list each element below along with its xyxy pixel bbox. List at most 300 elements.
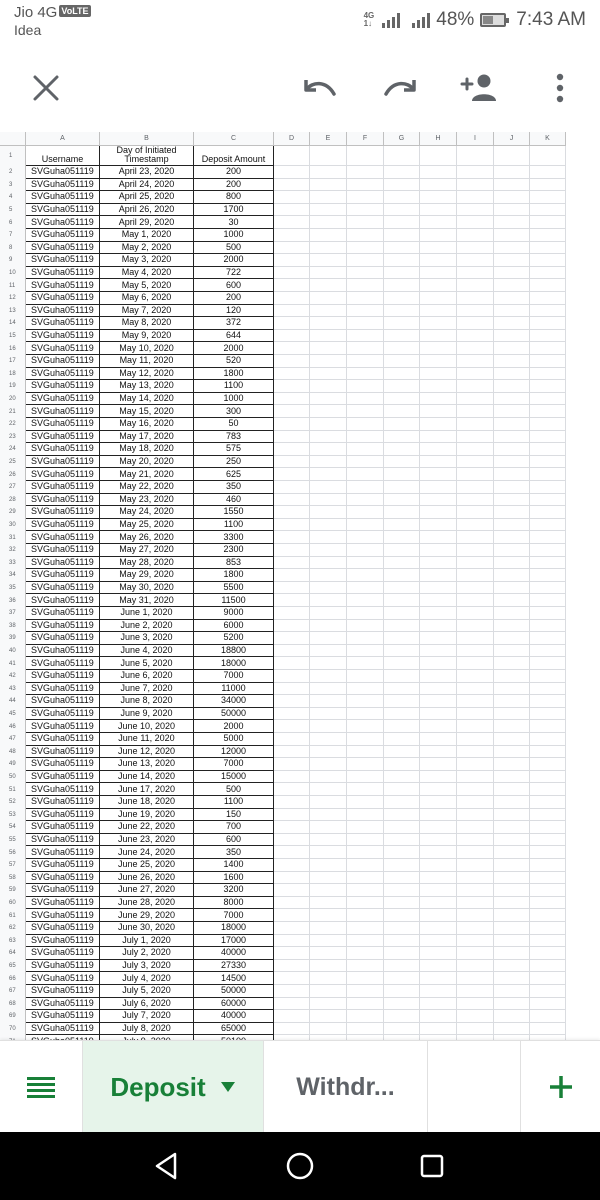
empty-cell[interactable] bbox=[347, 481, 384, 494]
amount-cell[interactable]: 17000 bbox=[194, 935, 274, 948]
date-cell[interactable]: May 2, 2020 bbox=[100, 242, 194, 255]
username-cell[interactable]: SVGuha051119 bbox=[26, 985, 100, 998]
empty-cell[interactable] bbox=[494, 708, 530, 721]
username-cell[interactable]: SVGuha051119 bbox=[26, 846, 100, 859]
empty-cell[interactable] bbox=[420, 292, 457, 305]
empty-cell[interactable] bbox=[420, 431, 457, 444]
row-number[interactable]: 6 bbox=[0, 216, 26, 229]
username-cell[interactable]: SVGuha051119 bbox=[26, 708, 100, 721]
empty-cell[interactable] bbox=[310, 1010, 347, 1023]
empty-cell[interactable] bbox=[457, 1010, 494, 1023]
column-header-d[interactable]: D bbox=[274, 132, 310, 146]
empty-cell[interactable] bbox=[457, 607, 494, 620]
username-cell[interactable]: SVGuha051119 bbox=[26, 481, 100, 494]
empty-cell[interactable] bbox=[274, 645, 310, 658]
empty-cell[interactable] bbox=[494, 166, 530, 179]
empty-cell[interactable] bbox=[310, 519, 347, 532]
empty-cell[interactable] bbox=[274, 670, 310, 683]
empty-cell[interactable] bbox=[530, 146, 566, 166]
empty-cell[interactable] bbox=[530, 708, 566, 721]
empty-cell[interactable] bbox=[530, 519, 566, 532]
empty-cell[interactable] bbox=[384, 204, 420, 217]
tab-withdraw[interactable] bbox=[264, 1041, 428, 1133]
empty-cell[interactable] bbox=[347, 872, 384, 885]
empty-cell[interactable] bbox=[457, 809, 494, 822]
empty-cell[interactable] bbox=[347, 670, 384, 683]
amount-cell[interactable]: 50 bbox=[194, 418, 274, 431]
empty-cell[interactable] bbox=[494, 531, 530, 544]
empty-cell[interactable] bbox=[530, 632, 566, 645]
empty-cell[interactable] bbox=[530, 821, 566, 834]
empty-cell[interactable] bbox=[347, 935, 384, 948]
empty-cell[interactable] bbox=[457, 846, 494, 859]
empty-cell[interactable] bbox=[457, 468, 494, 481]
empty-cell[interactable] bbox=[530, 305, 566, 318]
empty-cell[interactable] bbox=[310, 405, 347, 418]
empty-cell[interactable] bbox=[457, 166, 494, 179]
empty-cell[interactable] bbox=[494, 380, 530, 393]
empty-cell[interactable] bbox=[310, 355, 347, 368]
empty-cell[interactable] bbox=[530, 242, 566, 255]
empty-cell[interactable] bbox=[347, 242, 384, 255]
empty-cell[interactable] bbox=[530, 1023, 566, 1036]
empty-cell[interactable] bbox=[347, 267, 384, 280]
date-cell[interactable]: May 16, 2020 bbox=[100, 418, 194, 431]
date-cell[interactable]: July 4, 2020 bbox=[100, 972, 194, 985]
empty-cell[interactable] bbox=[494, 897, 530, 910]
empty-cell[interactable] bbox=[457, 985, 494, 998]
empty-cell[interactable] bbox=[310, 1023, 347, 1036]
empty-cell[interactable] bbox=[347, 431, 384, 444]
amount-cell[interactable]: 350 bbox=[194, 481, 274, 494]
row-number[interactable]: 21 bbox=[0, 405, 26, 418]
empty-cell[interactable] bbox=[310, 758, 347, 771]
empty-cell[interactable] bbox=[384, 720, 420, 733]
empty-cell[interactable] bbox=[494, 683, 530, 696]
empty-cell[interactable] bbox=[310, 897, 347, 910]
amount-cell[interactable]: 1800 bbox=[194, 569, 274, 582]
row-number[interactable]: 55 bbox=[0, 834, 26, 847]
empty-cell[interactable] bbox=[494, 846, 530, 859]
empty-cell[interactable] bbox=[494, 267, 530, 280]
empty-cell[interactable] bbox=[420, 544, 457, 557]
row-number[interactable]: 37 bbox=[0, 607, 26, 620]
empty-cell[interactable] bbox=[384, 279, 420, 292]
empty-cell[interactable] bbox=[384, 708, 420, 721]
column-header-h[interactable]: H bbox=[420, 132, 457, 146]
date-cell[interactable]: June 5, 2020 bbox=[100, 657, 194, 670]
date-cell[interactable]: May 17, 2020 bbox=[100, 431, 194, 444]
row-number[interactable]: 52 bbox=[0, 796, 26, 809]
empty-cell[interactable] bbox=[457, 922, 494, 935]
empty-cell[interactable] bbox=[420, 872, 457, 885]
amount-cell[interactable]: 500 bbox=[194, 783, 274, 796]
empty-cell[interactable] bbox=[530, 229, 566, 242]
empty-cell[interactable] bbox=[420, 720, 457, 733]
amount-cell[interactable]: 250 bbox=[194, 456, 274, 469]
empty-cell[interactable] bbox=[457, 758, 494, 771]
amount-cell[interactable]: 7000 bbox=[194, 670, 274, 683]
empty-cell[interactable] bbox=[494, 695, 530, 708]
empty-cell[interactable] bbox=[310, 834, 347, 847]
empty-cell[interactable] bbox=[310, 972, 347, 985]
empty-cell[interactable] bbox=[420, 594, 457, 607]
date-cell[interactable]: May 24, 2020 bbox=[100, 506, 194, 519]
date-cell[interactable]: April 23, 2020 bbox=[100, 166, 194, 179]
empty-cell[interactable] bbox=[457, 494, 494, 507]
amount-cell[interactable]: 40000 bbox=[194, 1010, 274, 1023]
empty-cell[interactable] bbox=[457, 834, 494, 847]
empty-cell[interactable] bbox=[310, 279, 347, 292]
username-cell[interactable]: SVGuha051119 bbox=[26, 443, 100, 456]
empty-cell[interactable] bbox=[347, 594, 384, 607]
empty-cell[interactable] bbox=[494, 506, 530, 519]
row-number[interactable]: 59 bbox=[0, 884, 26, 897]
empty-cell[interactable] bbox=[274, 216, 310, 229]
empty-cell[interactable] bbox=[274, 305, 310, 318]
amount-cell[interactable]: 7000 bbox=[194, 909, 274, 922]
empty-cell[interactable] bbox=[530, 645, 566, 658]
empty-cell[interactable] bbox=[310, 468, 347, 481]
amount-cell[interactable]: 65000 bbox=[194, 1023, 274, 1036]
empty-cell[interactable] bbox=[420, 670, 457, 683]
empty-cell[interactable] bbox=[384, 418, 420, 431]
amount-cell[interactable]: 1700 bbox=[194, 204, 274, 217]
recents-button[interactable] bbox=[412, 1146, 452, 1186]
amount-cell[interactable]: 1550 bbox=[194, 506, 274, 519]
empty-cell[interactable] bbox=[420, 330, 457, 343]
empty-cell[interactable] bbox=[530, 531, 566, 544]
amount-cell[interactable]: 5500 bbox=[194, 582, 274, 595]
empty-cell[interactable] bbox=[384, 380, 420, 393]
date-cell[interactable]: June 10, 2020 bbox=[100, 720, 194, 733]
amount-cell[interactable]: 12000 bbox=[194, 746, 274, 759]
empty-cell[interactable] bbox=[310, 506, 347, 519]
empty-cell[interactable] bbox=[420, 557, 457, 570]
empty-cell[interactable] bbox=[457, 216, 494, 229]
empty-cell[interactable] bbox=[457, 683, 494, 696]
empty-cell[interactable] bbox=[384, 758, 420, 771]
amount-cell[interactable]: 15000 bbox=[194, 771, 274, 784]
empty-cell[interactable] bbox=[347, 809, 384, 822]
amount-cell[interactable]: 3300 bbox=[194, 531, 274, 544]
empty-cell[interactable] bbox=[347, 683, 384, 696]
empty-cell[interactable] bbox=[457, 267, 494, 280]
empty-cell[interactable] bbox=[310, 746, 347, 759]
username-cell[interactable]: SVGuha051119 bbox=[26, 1023, 100, 1036]
spreadsheet-grid[interactable] bbox=[0, 132, 600, 1040]
empty-cell[interactable] bbox=[310, 846, 347, 859]
username-cell[interactable]: SVGuha051119 bbox=[26, 355, 100, 368]
empty-cell[interactable] bbox=[274, 695, 310, 708]
date-cell[interactable]: April 29, 2020 bbox=[100, 216, 194, 229]
amount-cell[interactable]: 60000 bbox=[194, 998, 274, 1011]
amount-cell[interactable]: 1100 bbox=[194, 380, 274, 393]
empty-cell[interactable] bbox=[494, 922, 530, 935]
empty-cell[interactable] bbox=[310, 531, 347, 544]
empty-cell[interactable] bbox=[347, 494, 384, 507]
empty-cell[interactable] bbox=[494, 884, 530, 897]
empty-cell[interactable] bbox=[274, 582, 310, 595]
empty-cell[interactable] bbox=[347, 960, 384, 973]
username-cell[interactable]: SVGuha051119 bbox=[26, 519, 100, 532]
column-header-g[interactable]: G bbox=[384, 132, 420, 146]
date-cell[interactable]: June 8, 2020 bbox=[100, 695, 194, 708]
date-cell[interactable]: May 20, 2020 bbox=[100, 456, 194, 469]
row-number[interactable]: 10 bbox=[0, 267, 26, 280]
username-cell[interactable]: SVGuha051119 bbox=[26, 418, 100, 431]
empty-cell[interactable] bbox=[457, 569, 494, 582]
amount-cell[interactable]: 27330 bbox=[194, 960, 274, 973]
username-cell[interactable]: SVGuha051119 bbox=[26, 657, 100, 670]
date-cell[interactable]: June 6, 2020 bbox=[100, 670, 194, 683]
empty-cell[interactable] bbox=[384, 292, 420, 305]
username-cell[interactable]: SVGuha051119 bbox=[26, 292, 100, 305]
empty-cell[interactable] bbox=[310, 872, 347, 885]
empty-cell[interactable] bbox=[494, 645, 530, 658]
row-number[interactable]: 22 bbox=[0, 418, 26, 431]
empty-cell[interactable] bbox=[347, 216, 384, 229]
empty-cell[interactable] bbox=[420, 909, 457, 922]
empty-cell[interactable] bbox=[530, 872, 566, 885]
username-cell[interactable]: SVGuha051119 bbox=[26, 456, 100, 469]
empty-cell[interactable] bbox=[347, 317, 384, 330]
username-cell[interactable]: SVGuha051119 bbox=[26, 720, 100, 733]
date-cell[interactable]: June 19, 2020 bbox=[100, 809, 194, 822]
empty-cell[interactable] bbox=[274, 330, 310, 343]
empty-cell[interactable] bbox=[494, 544, 530, 557]
empty-cell[interactable] bbox=[457, 393, 494, 406]
empty-cell[interactable] bbox=[530, 972, 566, 985]
amount-cell[interactable]: 722 bbox=[194, 267, 274, 280]
date-cell[interactable]: July 3, 2020 bbox=[100, 960, 194, 973]
empty-cell[interactable] bbox=[274, 254, 310, 267]
date-cell[interactable]: May 10, 2020 bbox=[100, 342, 194, 355]
date-cell[interactable]: May 13, 2020 bbox=[100, 380, 194, 393]
row-number[interactable]: 54 bbox=[0, 821, 26, 834]
empty-cell[interactable] bbox=[530, 695, 566, 708]
empty-cell[interactable] bbox=[530, 481, 566, 494]
empty-cell[interactable] bbox=[530, 368, 566, 381]
empty-cell[interactable] bbox=[347, 909, 384, 922]
back-button[interactable] bbox=[146, 1146, 186, 1186]
empty-cell[interactable] bbox=[457, 972, 494, 985]
row-number[interactable]: 25 bbox=[0, 456, 26, 469]
row-number[interactable]: 23 bbox=[0, 431, 26, 444]
empty-cell[interactable] bbox=[384, 405, 420, 418]
empty-cell[interactable] bbox=[347, 897, 384, 910]
empty-cell[interactable] bbox=[420, 405, 457, 418]
empty-cell[interactable] bbox=[494, 330, 530, 343]
empty-cell[interactable] bbox=[494, 368, 530, 381]
username-cell[interactable]: SVGuha051119 bbox=[26, 431, 100, 444]
username-cell[interactable]: SVGuha051119 bbox=[26, 809, 100, 822]
empty-cell[interactable] bbox=[457, 594, 494, 607]
empty-cell[interactable] bbox=[420, 342, 457, 355]
username-cell[interactable]: SVGuha051119 bbox=[26, 972, 100, 985]
empty-cell[interactable] bbox=[310, 544, 347, 557]
empty-cell[interactable] bbox=[384, 330, 420, 343]
empty-cell[interactable] bbox=[420, 645, 457, 658]
empty-cell[interactable] bbox=[457, 317, 494, 330]
date-cell[interactable]: June 2, 2020 bbox=[100, 620, 194, 633]
amount-cell[interactable]: 2300 bbox=[194, 544, 274, 557]
amount-cell[interactable]: 644 bbox=[194, 330, 274, 343]
tab-deposit[interactable] bbox=[82, 1041, 264, 1133]
empty-cell[interactable] bbox=[530, 418, 566, 431]
date-cell[interactable]: May 3, 2020 bbox=[100, 254, 194, 267]
empty-cell[interactable] bbox=[530, 683, 566, 696]
empty-cell[interactable] bbox=[494, 557, 530, 570]
empty-cell[interactable] bbox=[420, 146, 457, 166]
empty-cell[interactable] bbox=[530, 292, 566, 305]
empty-cell[interactable] bbox=[347, 531, 384, 544]
empty-cell[interactable] bbox=[530, 582, 566, 595]
empty-cell[interactable] bbox=[347, 695, 384, 708]
empty-cell[interactable] bbox=[274, 317, 310, 330]
empty-cell[interactable] bbox=[384, 494, 420, 507]
empty-cell[interactable] bbox=[384, 594, 420, 607]
date-cell[interactable]: June 25, 2020 bbox=[100, 859, 194, 872]
date-cell[interactable]: June 22, 2020 bbox=[100, 821, 194, 834]
empty-cell[interactable] bbox=[457, 670, 494, 683]
empty-cell[interactable] bbox=[530, 834, 566, 847]
amount-cell[interactable]: 1100 bbox=[194, 519, 274, 532]
empty-cell[interactable] bbox=[384, 821, 420, 834]
row-number[interactable]: 5 bbox=[0, 204, 26, 217]
empty-cell[interactable] bbox=[347, 254, 384, 267]
empty-cell[interactable] bbox=[310, 620, 347, 633]
empty-cell[interactable] bbox=[530, 393, 566, 406]
empty-cell[interactable] bbox=[530, 909, 566, 922]
row-number[interactable]: 8 bbox=[0, 242, 26, 255]
empty-cell[interactable] bbox=[310, 330, 347, 343]
empty-cell[interactable] bbox=[310, 947, 347, 960]
row-number[interactable]: 35 bbox=[0, 582, 26, 595]
empty-cell[interactable] bbox=[494, 405, 530, 418]
empty-cell[interactable] bbox=[274, 594, 310, 607]
empty-cell[interactable] bbox=[420, 809, 457, 822]
empty-cell[interactable] bbox=[274, 998, 310, 1011]
empty-cell[interactable] bbox=[347, 796, 384, 809]
empty-cell[interactable] bbox=[274, 418, 310, 431]
empty-cell[interactable] bbox=[274, 746, 310, 759]
empty-cell[interactable] bbox=[457, 380, 494, 393]
amount-cell[interactable]: 5200 bbox=[194, 632, 274, 645]
empty-cell[interactable] bbox=[530, 166, 566, 179]
empty-cell[interactable] bbox=[457, 279, 494, 292]
empty-cell[interactable] bbox=[494, 216, 530, 229]
empty-cell[interactable] bbox=[420, 229, 457, 242]
empty-cell[interactable] bbox=[494, 317, 530, 330]
amount-cell[interactable]: 9000 bbox=[194, 607, 274, 620]
empty-cell[interactable] bbox=[347, 191, 384, 204]
empty-cell[interactable] bbox=[530, 1010, 566, 1023]
row-number[interactable]: 49 bbox=[0, 758, 26, 771]
empty-cell[interactable] bbox=[274, 242, 310, 255]
empty-cell[interactable] bbox=[347, 456, 384, 469]
empty-cell[interactable] bbox=[274, 531, 310, 544]
empty-cell[interactable] bbox=[457, 146, 494, 166]
empty-cell[interactable] bbox=[420, 519, 457, 532]
amount-cell[interactable]: 2000 bbox=[194, 720, 274, 733]
empty-cell[interactable] bbox=[347, 368, 384, 381]
empty-cell[interactable] bbox=[530, 783, 566, 796]
amount-cell[interactable]: 18800 bbox=[194, 645, 274, 658]
amount-cell[interactable]: 3200 bbox=[194, 884, 274, 897]
empty-cell[interactable] bbox=[310, 317, 347, 330]
empty-cell[interactable] bbox=[530, 809, 566, 822]
empty-cell[interactable] bbox=[494, 418, 530, 431]
row-number[interactable]: 45 bbox=[0, 708, 26, 721]
empty-cell[interactable] bbox=[274, 708, 310, 721]
amount-cell[interactable]: 853 bbox=[194, 557, 274, 570]
amount-cell[interactable]: 8000 bbox=[194, 897, 274, 910]
date-cell[interactable]: June 29, 2020 bbox=[100, 909, 194, 922]
empty-cell[interactable] bbox=[274, 771, 310, 784]
empty-cell[interactable] bbox=[274, 292, 310, 305]
date-cell[interactable]: July 7, 2020 bbox=[100, 1010, 194, 1023]
username-cell[interactable]: SVGuha051119 bbox=[26, 1010, 100, 1023]
empty-cell[interactable] bbox=[274, 947, 310, 960]
amount-cell[interactable]: 1600 bbox=[194, 872, 274, 885]
amount-cell[interactable]: 1400 bbox=[194, 859, 274, 872]
empty-cell[interactable] bbox=[457, 582, 494, 595]
empty-cell[interactable] bbox=[530, 985, 566, 998]
username-cell[interactable]: SVGuha051119 bbox=[26, 229, 100, 242]
date-cell[interactable]: May 6, 2020 bbox=[100, 292, 194, 305]
empty-cell[interactable] bbox=[457, 771, 494, 784]
row-number[interactable]: 24 bbox=[0, 443, 26, 456]
empty-cell[interactable] bbox=[347, 305, 384, 318]
username-cell[interactable]: SVGuha051119 bbox=[26, 405, 100, 418]
header-timestamp[interactable] bbox=[100, 146, 194, 166]
amount-cell[interactable]: 1000 bbox=[194, 229, 274, 242]
empty-cell[interactable] bbox=[494, 569, 530, 582]
empty-cell[interactable] bbox=[384, 166, 420, 179]
empty-cell[interactable] bbox=[494, 872, 530, 885]
empty-cell[interactable] bbox=[457, 418, 494, 431]
empty-cell[interactable] bbox=[310, 267, 347, 280]
empty-cell[interactable] bbox=[347, 620, 384, 633]
empty-cell[interactable] bbox=[384, 342, 420, 355]
empty-cell[interactable] bbox=[457, 746, 494, 759]
empty-cell[interactable] bbox=[310, 922, 347, 935]
empty-cell[interactable] bbox=[457, 695, 494, 708]
username-cell[interactable]: SVGuha051119 bbox=[26, 594, 100, 607]
empty-cell[interactable] bbox=[384, 317, 420, 330]
empty-cell[interactable] bbox=[384, 884, 420, 897]
empty-cell[interactable] bbox=[530, 355, 566, 368]
empty-cell[interactable] bbox=[310, 884, 347, 897]
empty-cell[interactable] bbox=[310, 166, 347, 179]
empty-cell[interactable] bbox=[384, 972, 420, 985]
empty-cell[interactable] bbox=[420, 569, 457, 582]
empty-cell[interactable] bbox=[494, 279, 530, 292]
empty-cell[interactable] bbox=[457, 1023, 494, 1036]
empty-cell[interactable] bbox=[420, 607, 457, 620]
date-cell[interactable]: July 5, 2020 bbox=[100, 985, 194, 998]
date-cell[interactable]: June 18, 2020 bbox=[100, 796, 194, 809]
username-cell[interactable]: SVGuha051119 bbox=[26, 821, 100, 834]
username-cell[interactable]: SVGuha051119 bbox=[26, 758, 100, 771]
empty-cell[interactable] bbox=[530, 897, 566, 910]
empty-cell[interactable] bbox=[494, 821, 530, 834]
empty-cell[interactable] bbox=[530, 443, 566, 456]
empty-cell[interactable] bbox=[420, 657, 457, 670]
empty-cell[interactable] bbox=[530, 859, 566, 872]
row-number[interactable]: 70 bbox=[0, 1023, 26, 1036]
